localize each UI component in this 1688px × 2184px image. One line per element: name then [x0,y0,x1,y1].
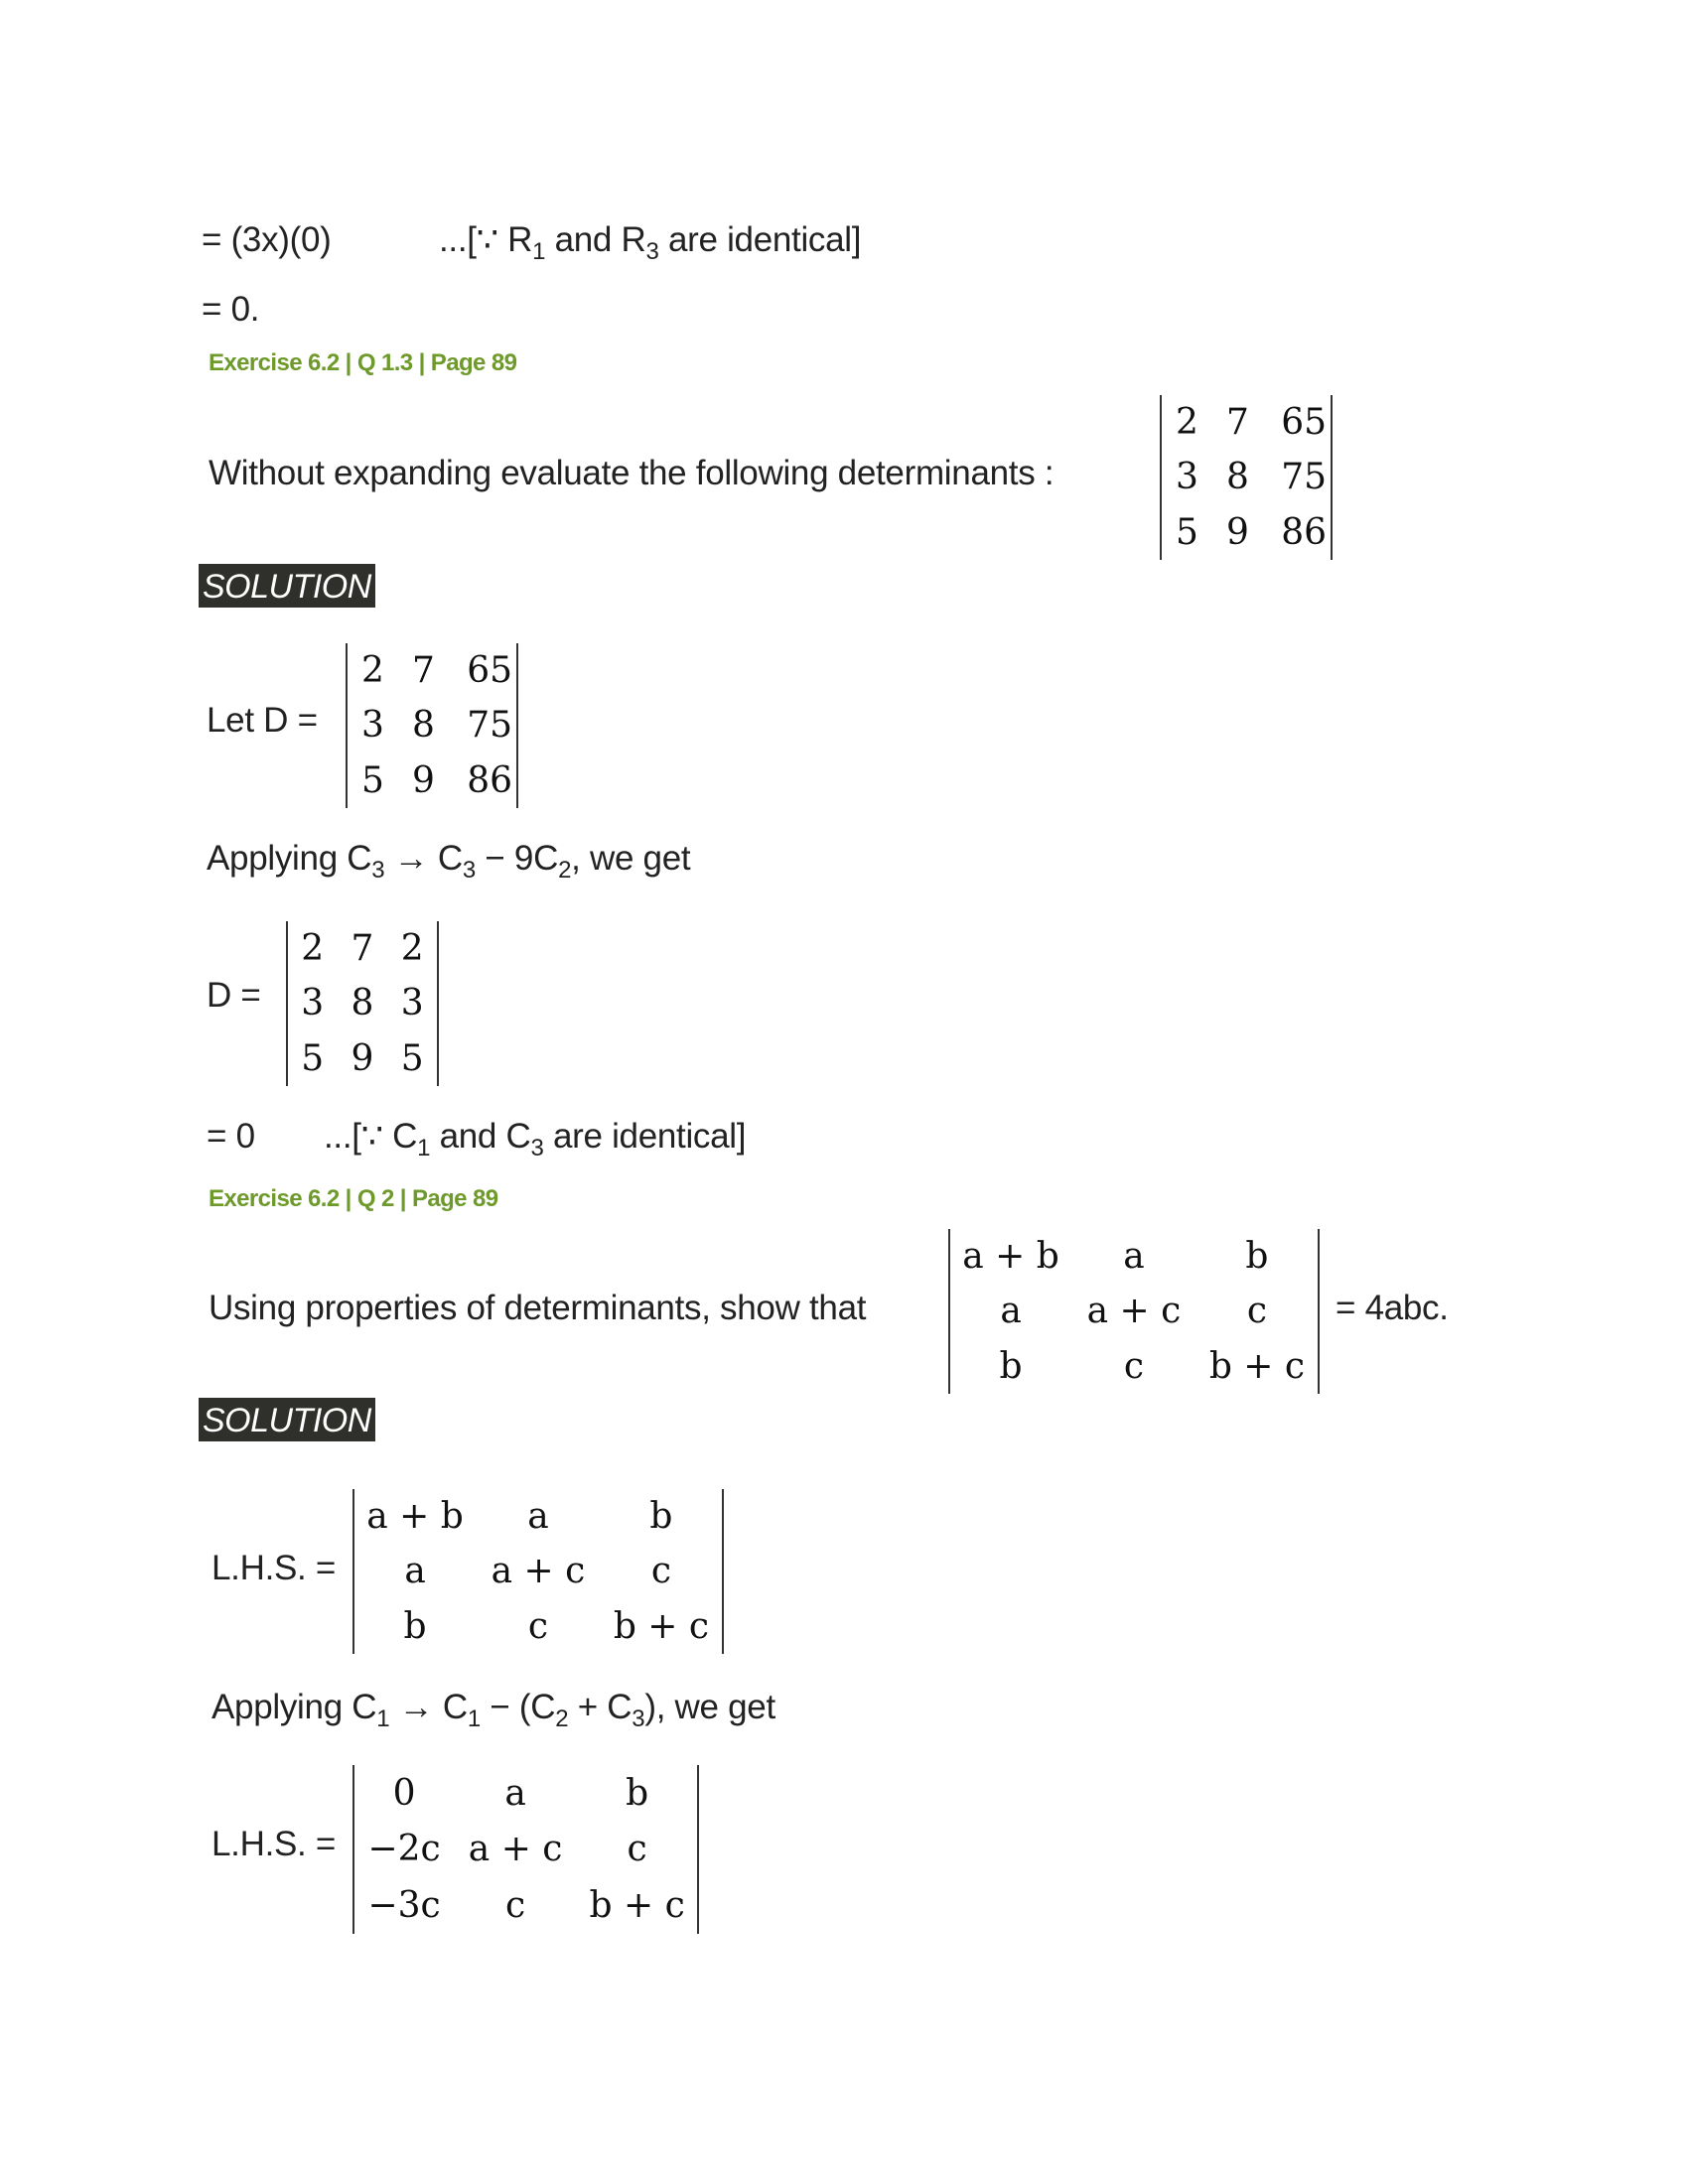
det-cell: c [650,1551,672,1592]
det-cell: 75 [467,705,512,747]
determinant-row [1162,395,1331,450]
det-cell: b + c [613,1605,710,1647]
q2-step2-operation [211,1688,775,1732]
op-sub: 1 [467,1706,481,1732]
op-sub: 3 [371,857,385,884]
determinant-row [348,643,516,698]
det-cell: 8 [412,705,435,747]
det-cell: 65 [467,650,512,692]
det-cell: 5 [301,1037,325,1079]
q2-step3-label: L.H.S. = [211,1825,337,1863]
q1-3-step3-determinant [286,921,439,1086]
det-cell: −2c [367,1829,441,1870]
det-cell: 3 [1176,457,1198,498]
det-cell: a [504,1772,526,1814]
prev-step-result: = 0. [202,290,260,329]
determinant-row [288,976,437,1030]
determinant-row [354,1765,697,1822]
prev-step-expr-text: = (3x)(0) [202,220,332,259]
reason-prefix: ...[∵ C [324,1117,418,1156]
q2-question-text: Using properties of determinants, show that [209,1289,867,1327]
determinant-row [950,1284,1318,1338]
op-sub: 2 [558,857,572,884]
reason-prefix: ...[∵ R [439,220,533,259]
op-text: , we get [571,839,691,878]
op-sub: 3 [632,1706,645,1732]
q1-3-step2-operation [207,839,691,884]
q1-3-question-text: Without expanding evaluate the following determinants : [209,454,1055,492]
determinant-row [348,753,516,808]
reason-sub: 3 [645,238,659,265]
det-cell: a [527,1496,549,1538]
det-cell: 8 [1226,457,1249,498]
det-cell: b [649,1496,673,1538]
reason-sub: 1 [417,1135,431,1161]
reason-sub: 3 [530,1135,544,1161]
exercise-label-q2[interactable]: Exercise 6.2 | Q 2 | Page 89 [209,1185,498,1212]
determinant-row [354,1877,697,1934]
det-cell: a [1000,1291,1022,1332]
det-cell: c [1246,1291,1268,1332]
det-cell: 7 [351,928,374,970]
det-cell: 5 [1176,511,1198,553]
reason-mid: and R [545,220,646,259]
det-cell: b + c [1208,1345,1306,1387]
op-text: + C [568,1688,633,1726]
det-cell: 3 [361,705,384,747]
det-cell: a + c [468,1829,563,1870]
det-cell: 9 [412,759,435,801]
determinant-row [354,1544,722,1598]
q1-3-step3-label: D = [207,976,261,1015]
determinant-row [1162,450,1331,504]
determinant-row [354,1599,722,1654]
q1-3-question-determinant [1160,395,1333,560]
det-cell: c [527,1605,549,1647]
det-cell: 86 [467,759,512,801]
op-text: → C [384,839,463,878]
q1-3-step1-label: Let D = [207,701,318,740]
op-text: − (C [480,1688,556,1726]
det-cell: −3c [367,1885,441,1927]
solution-badge[interactable]: SOLUTION [199,564,375,608]
det-cell: c [627,1829,647,1870]
determinant-row [348,698,516,752]
op-sub: 1 [376,1706,390,1732]
prev-step-reason [439,220,862,265]
solution-badge[interactable]: SOLUTION [199,1398,375,1441]
reason-suffix: are identical] [543,1117,747,1156]
q2-step1-determinant [352,1489,724,1654]
exercise-label-q1-3[interactable]: Exercise 6.2 | Q 1.3 | Page 89 [209,349,517,376]
determinant-row [950,1339,1318,1394]
q1-3-conclusion-expr: = 0 [207,1117,255,1156]
determinant-row [950,1229,1318,1284]
op-sub: 2 [555,1706,569,1732]
op-sub: 3 [462,857,476,884]
det-cell: a + b [366,1496,464,1538]
det-cell: b [403,1605,427,1647]
det-cell: 8 [351,983,374,1024]
determinant-row [354,1822,697,1878]
det-cell: 5 [400,1037,424,1079]
q1-3-step1-determinant [346,643,518,808]
prev-step-expression [202,220,332,260]
det-cell: 5 [361,759,384,801]
det-cell: 2 [301,928,325,970]
det-cell: b + c [589,1885,685,1927]
determinant-row [288,921,437,976]
q2-step1-label: L.H.S. = [211,1549,337,1587]
det-cell: 2 [400,928,424,970]
det-cell: 9 [351,1037,374,1079]
det-cell: b [1245,1236,1269,1278]
det-cell: a [1123,1236,1145,1278]
det-cell: 2 [1176,402,1198,444]
reason-mid: and C [430,1117,531,1156]
det-cell: b [626,1772,649,1814]
det-cell: a + c [1086,1291,1182,1332]
op-text: Applying C [211,1688,377,1726]
reason-sub: 1 [532,238,546,265]
det-cell: 75 [1281,457,1327,498]
det-cell: 0 [392,1772,416,1814]
q2-step3-determinant [352,1765,699,1934]
det-cell: b [999,1345,1023,1387]
det-cell: a + c [491,1551,586,1592]
det-cell: 2 [361,650,384,692]
det-cell: 7 [1226,402,1249,444]
det-cell: 9 [1226,511,1249,553]
op-text: Applying C [207,839,372,878]
det-cell: 65 [1281,402,1327,444]
det-cell: a + b [962,1236,1059,1278]
op-text: ), we get [644,1688,775,1726]
q2-question-rhs: = 4abc. [1336,1289,1449,1327]
op-text: → C [389,1688,468,1726]
determinant-row [354,1489,722,1544]
det-cell: 86 [1281,511,1327,553]
determinant-row [288,1031,437,1086]
q2-question-determinant [948,1229,1320,1394]
det-cell: 7 [412,650,435,692]
op-text: − 9C [475,839,559,878]
q1-3-conclusion-reason [324,1117,747,1161]
det-cell: 3 [301,983,325,1024]
reason-suffix: are identical] [658,220,862,259]
det-cell: a [404,1551,426,1592]
det-cell: 3 [400,983,424,1024]
det-cell: c [1123,1345,1145,1387]
determinant-row [1162,505,1331,560]
det-cell: c [505,1885,526,1927]
